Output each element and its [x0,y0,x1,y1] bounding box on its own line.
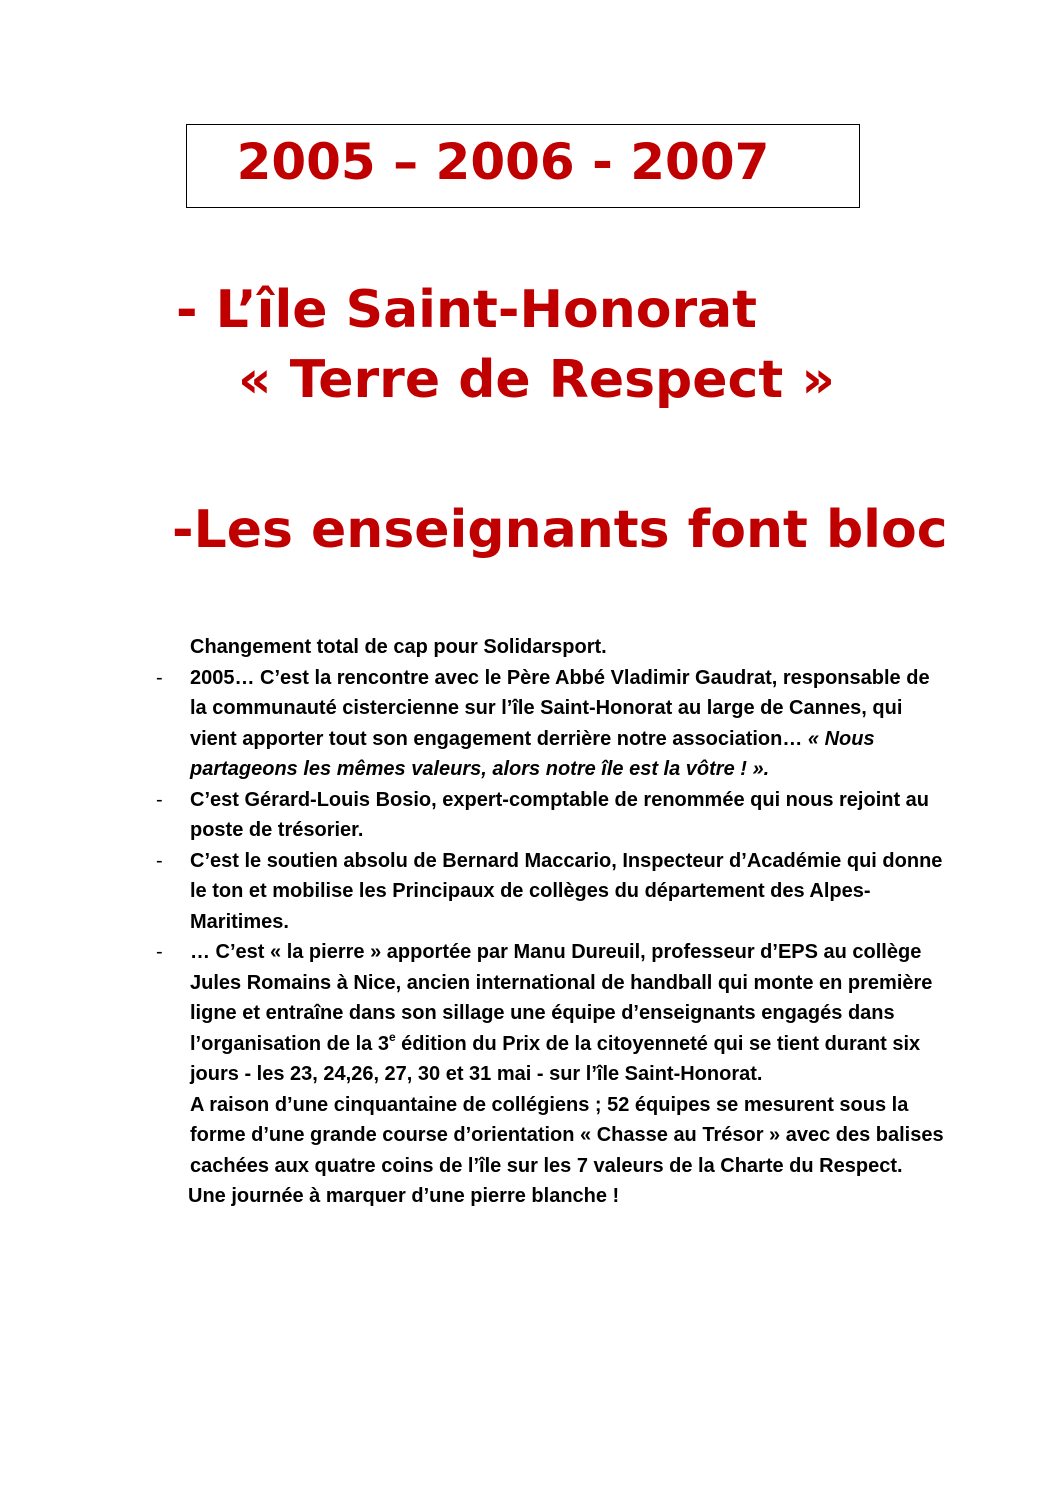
bullet-dash: - [156,788,163,811]
item1-quote: « Nous partageons les mêmes valeurs, alors notre île est la vôtre ! ». [190,727,875,780]
item4-text-part2: édition du Prix de la citoyenneté qui se tient durant six jours - les 23, 24,26, 27, 30 et 31 mai - sur l’île Saint-Honorat. [190,1032,921,1085]
bullet-dash: - [156,666,163,689]
item1-text: 2005… C’est la rencontre avec le Père Abbé Vladimir Gaudrat, responsable de la communauté cistercienne sur l’île Saint-Honorat au large de Cannes, qui vient apporter tout son engagement derrière notre association… [190,666,930,750]
item4-text-part1: … C’est « la pierre » apportée par Manu Dureuil, professeur d’EPS au collège Jules Romains à Nice, ancien international de handball qui monte en première ligne et entraîne dans son sillage une équipe d’enseignants engagés dans l’organisation de la 3 [190,941,933,1055]
item4-superscript: e [388,1029,396,1044]
item2-text: C’est Gérard-Louis Bosio, expert-comptable de renommée qui nous rejoint au poste de trésorier. [190,788,930,841]
bullet-dash: - [156,849,163,872]
intro-paragraph: Changement total de cap pour Solidarsport. [190,636,607,658]
list-item [156,785,950,846]
headline-ile-saint-honorat: - L’île Saint-Honorat [176,280,758,340]
article-body [156,632,950,1212]
list-item [156,937,950,1090]
item3-text: C’est le soutien absolu de Bernard Maccario, Inspecteur d’Académie qui donne le ton et mobilise les Principaux de collèges du département des Alpes-Maritimes. [190,849,943,933]
list-item [156,846,950,938]
closing-line: Une journée à marquer d’une pierre blanche ! [188,1185,620,1207]
years-title: 2005 – 2006 - 2007 [236,133,770,191]
bullet-dash: - [156,941,163,963]
headline-terre-de-respect: « Terre de Respect » [238,350,835,410]
headline-enseignants: -Les enseignants font bloc [172,500,948,560]
list-item [156,663,950,785]
years-box [186,124,860,208]
teams-paragraph: A raison d’une cinquantaine de collégiens ; 52 équipes se mesurent sous la forme d’une grande course d’orientation « Chasse au Trésor » avec des balises cachées aux quatre coins de l’île sur les 7 valeurs de la Charte du Respect. [190,1093,944,1177]
